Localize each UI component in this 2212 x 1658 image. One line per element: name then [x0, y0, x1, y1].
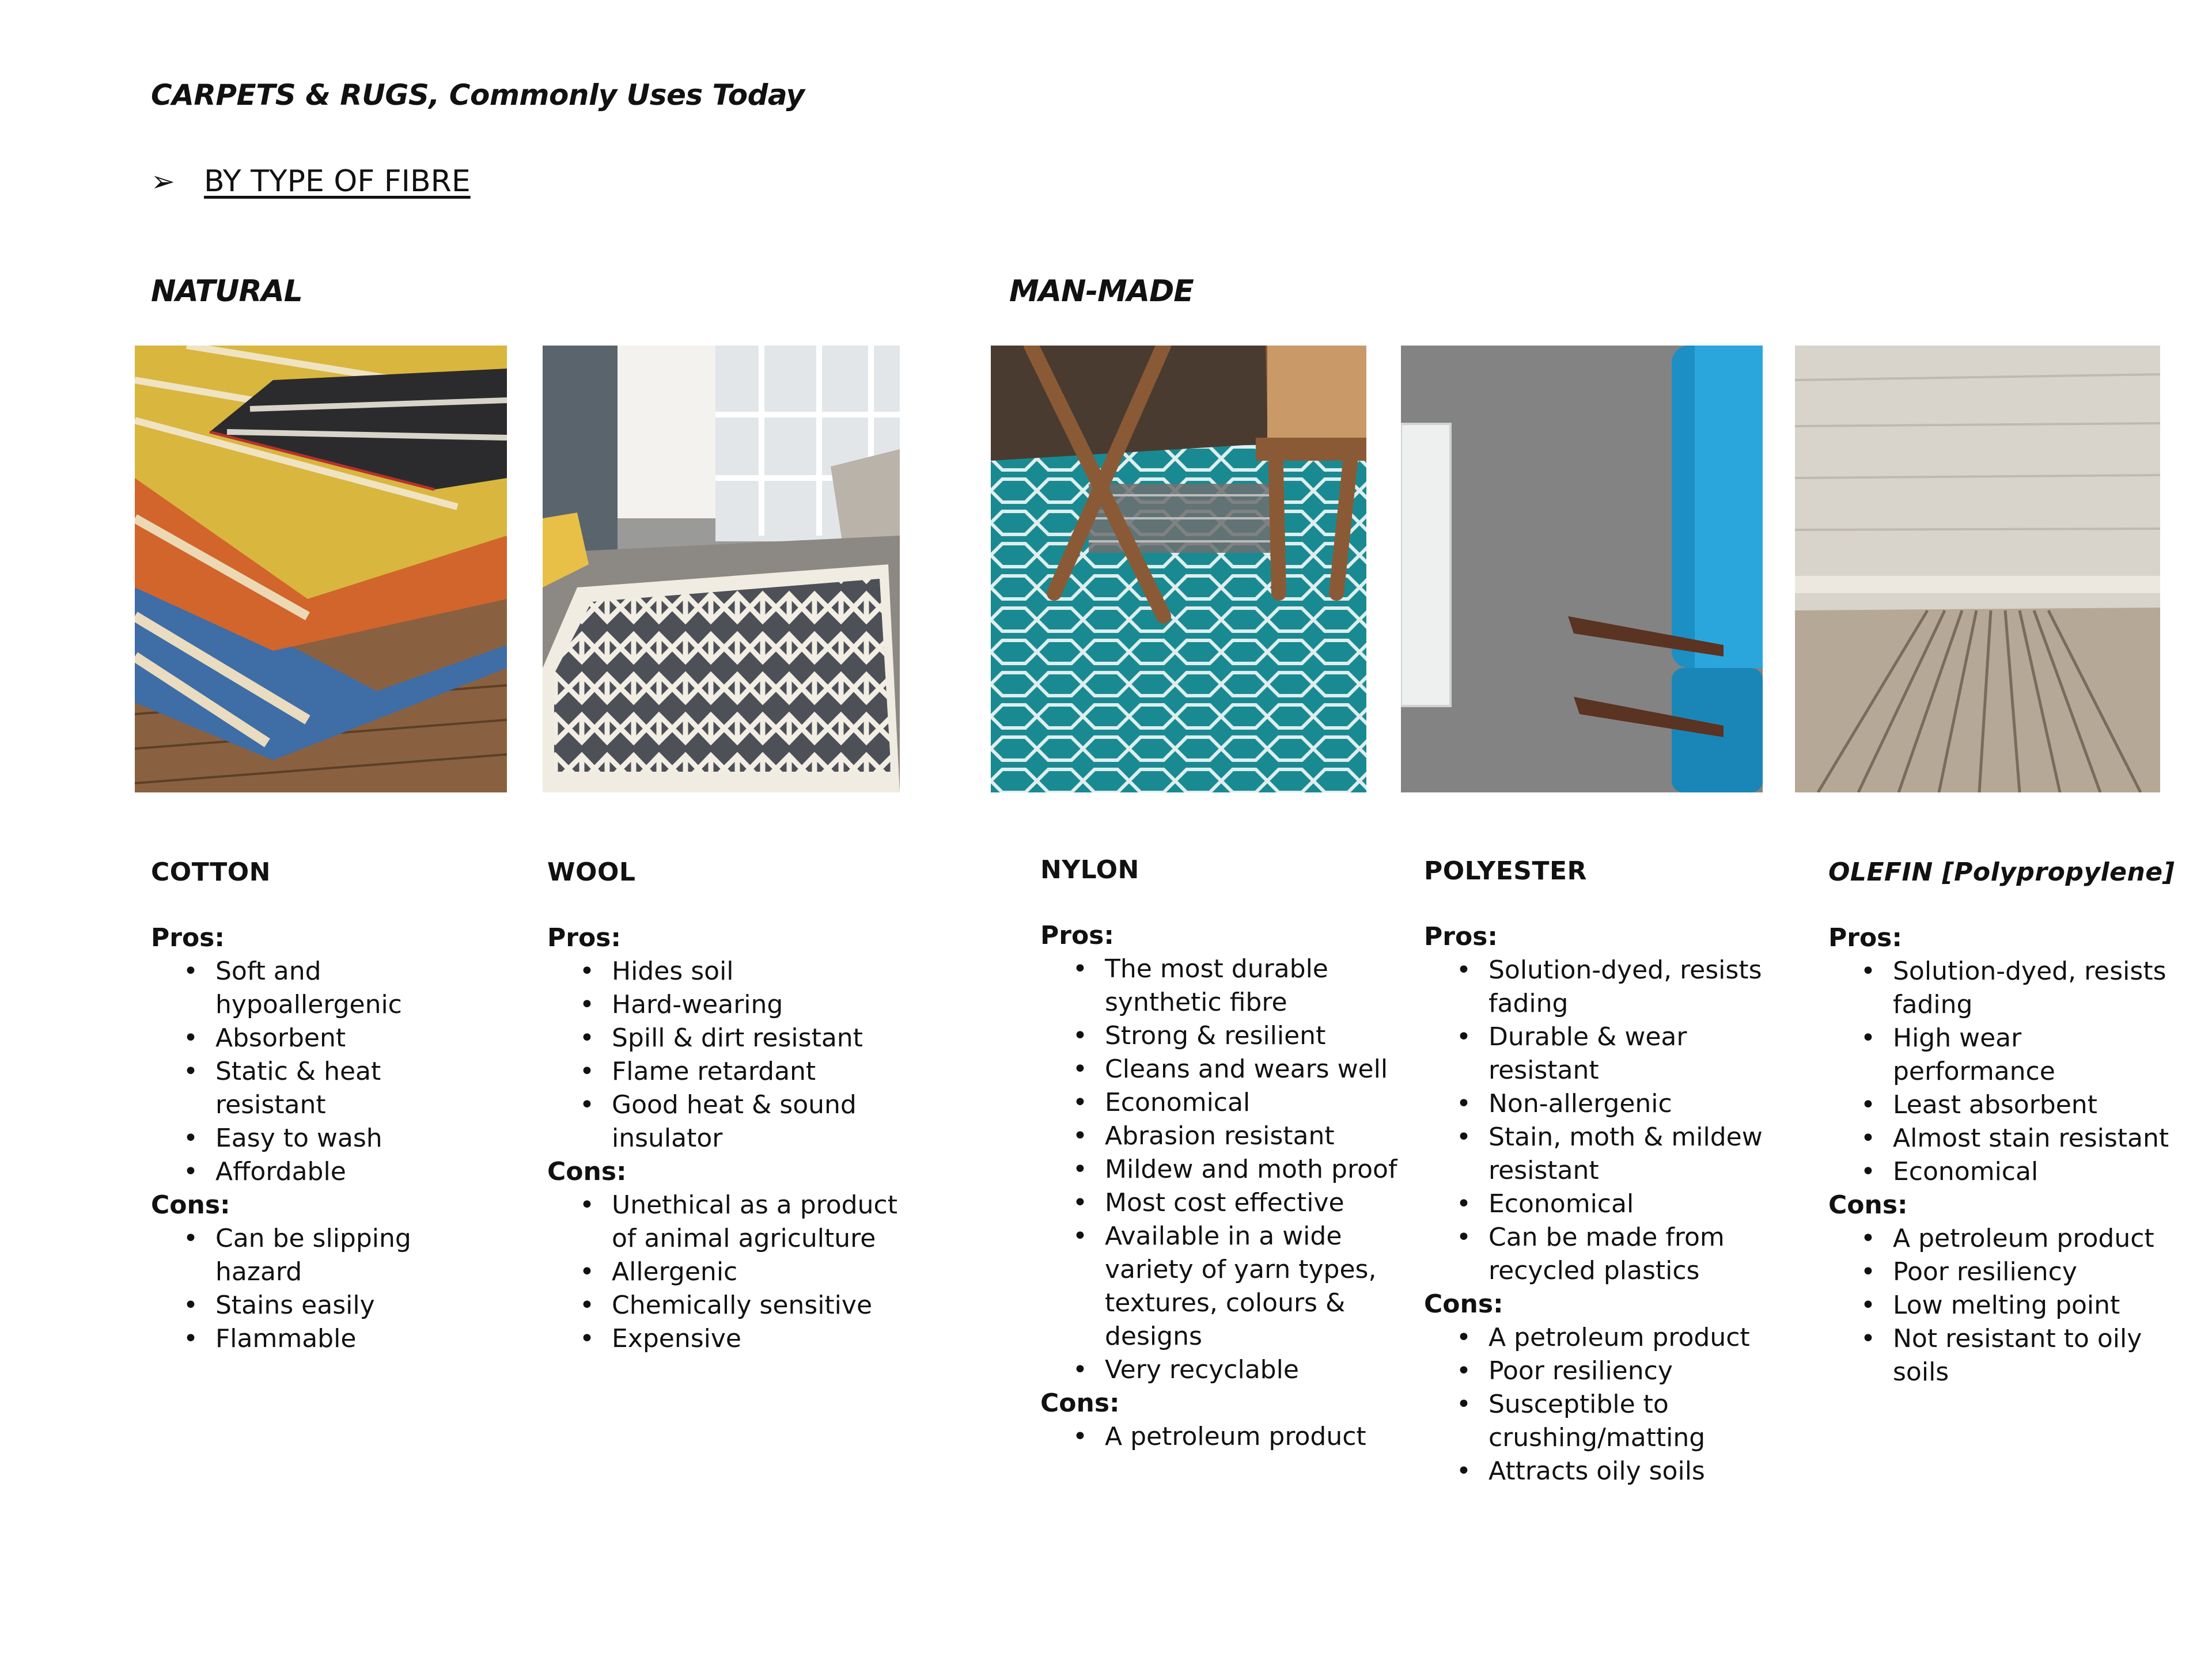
pros-label: Pros:	[1828, 923, 1902, 953]
list-item: • Poor resiliency	[1893, 1255, 2186, 1289]
list-item: • Good heat & sound insulator	[612, 1088, 899, 1155]
list-item: • A petroleum product	[1105, 1420, 1397, 1454]
list-item: • Economical	[1488, 1187, 1781, 1221]
list-item: • Most cost effective	[1105, 1186, 1397, 1220]
list-item: • Hard-wearing	[612, 988, 899, 1022]
list-item: • Hides soil	[612, 955, 899, 988]
list-item: • Spill & dirt resistant	[612, 1022, 899, 1055]
list-item: • Least absorbent	[1893, 1088, 2186, 1122]
list-item: • Cleans and wears well	[1105, 1053, 1397, 1086]
pros-list	[1424, 954, 1781, 1288]
olefin-rug-photo	[1795, 346, 2160, 792]
polyester-rug-photo	[1401, 346, 1763, 792]
cons-label: Cons:	[151, 1190, 230, 1220]
cons-label: Cons:	[547, 1157, 627, 1186]
list-item: • Available in a wide variety of yarn types, textures, colours & designs	[1105, 1220, 1397, 1353]
cotton-rug-photo	[135, 346, 507, 792]
list-item: • Very recyclable	[1105, 1353, 1397, 1387]
pros-label: Pros:	[1040, 921, 1114, 950]
list-item: • Flame retardant	[612, 1055, 899, 1088]
cons-list	[1040, 1420, 1397, 1454]
list-item: • Economical	[1105, 1086, 1397, 1120]
list-item: • A petroleum product	[1488, 1321, 1781, 1355]
list-item: • Low melting point	[1893, 1289, 2186, 1322]
cons-list	[1424, 1321, 1781, 1488]
fibre-polyester	[1424, 855, 1781, 1488]
fibre-nylon	[1040, 853, 1397, 1454]
list-item: • The most durable synthetic fibre	[1105, 953, 1397, 1019]
fibre-name: POLYESTER	[1424, 856, 1587, 886]
cons-list	[547, 1189, 899, 1356]
page-title: CARPETS & RUGS, Commonly Uses Today	[151, 78, 805, 112]
list-item: • Durable & wear resistant	[1488, 1020, 1781, 1087]
nylon-rug-photo	[991, 346, 1366, 792]
list-item: • Abrasion resistant	[1105, 1120, 1397, 1153]
wool-rug-photo	[543, 346, 900, 792]
list-item: • Almost stain resistant	[1893, 1122, 2186, 1155]
fibre-wool	[547, 856, 899, 1356]
list-item: • Stain, moth & mildew resistant	[1488, 1121, 1781, 1187]
group-heading-man-made: MAN-MADE	[1009, 274, 1194, 309]
pros-label: Pros:	[1424, 922, 1498, 951]
list-item: • Soft and hypoallergenic	[215, 955, 497, 1022]
pros-label: Pros:	[547, 923, 621, 953]
list-item: • Can be slipping hazard	[215, 1222, 497, 1289]
group-heading-natural: NATURAL	[151, 274, 302, 309]
list-item: • Mildew and moth proof	[1105, 1153, 1397, 1186]
fibre-olefin	[1828, 856, 2186, 1389]
list-item: • Attracts oily soils	[1488, 1455, 1781, 1488]
list-item: • Non-allergenic	[1488, 1087, 1781, 1121]
list-item: • Stains easily	[215, 1289, 497, 1322]
section-label: BY TYPE OF FIBRE	[204, 164, 471, 199]
pros-list	[1040, 953, 1397, 1387]
list-item: • Expensive	[612, 1322, 899, 1356]
fibre-name: WOOL	[547, 858, 636, 887]
fibre-name: NYLON	[1040, 855, 1139, 885]
list-item: • Solution-dyed, resists fading	[1893, 955, 2186, 1022]
list-item: • Affordable	[215, 1155, 497, 1189]
pros-list	[547, 955, 899, 1155]
cons-list	[1828, 1222, 2186, 1389]
list-item: • Chemically sensitive	[612, 1289, 899, 1322]
list-item: • Can be made from recycled plastics	[1488, 1221, 1781, 1288]
fibre-cotton	[151, 856, 497, 1356]
pros-list	[151, 955, 497, 1189]
list-item: • Easy to wash	[215, 1122, 497, 1155]
cons-label: Cons:	[1828, 1190, 1908, 1220]
list-item: • Absorbent	[215, 1022, 497, 1055]
list-item: • Static & heat resistant	[215, 1055, 497, 1122]
list-item: • Economical	[1893, 1155, 2186, 1189]
list-item: • Susceptible to crushing/matting	[1488, 1388, 1781, 1455]
list-item: • Strong & resilient	[1105, 1019, 1397, 1053]
list-item: • Allergenic	[612, 1255, 899, 1289]
section-heading	[151, 164, 471, 199]
arrow-bullet-icon: ➢	[151, 165, 175, 198]
list-item: • Not resistant to oily soils	[1893, 1322, 2186, 1389]
list-item: • High wear performance	[1893, 1022, 2186, 1088]
list-item: • Flammable	[215, 1322, 497, 1356]
fibre-name: OLEFIN [Polypropylene]	[1828, 858, 2175, 887]
fibre-name: COTTON	[151, 858, 271, 887]
list-item: • Unethical as a product of animal agriculture	[612, 1189, 899, 1255]
cons-list	[151, 1222, 497, 1356]
list-item: • Solution-dyed, resists fading	[1488, 954, 1781, 1020]
pros-list	[1828, 955, 2186, 1189]
list-item: • Poor resiliency	[1488, 1355, 1781, 1388]
pros-label: Pros:	[151, 923, 225, 953]
cons-label: Cons:	[1040, 1388, 1120, 1418]
cons-label: Cons:	[1424, 1289, 1503, 1319]
list-item: • A petroleum product	[1893, 1222, 2186, 1255]
